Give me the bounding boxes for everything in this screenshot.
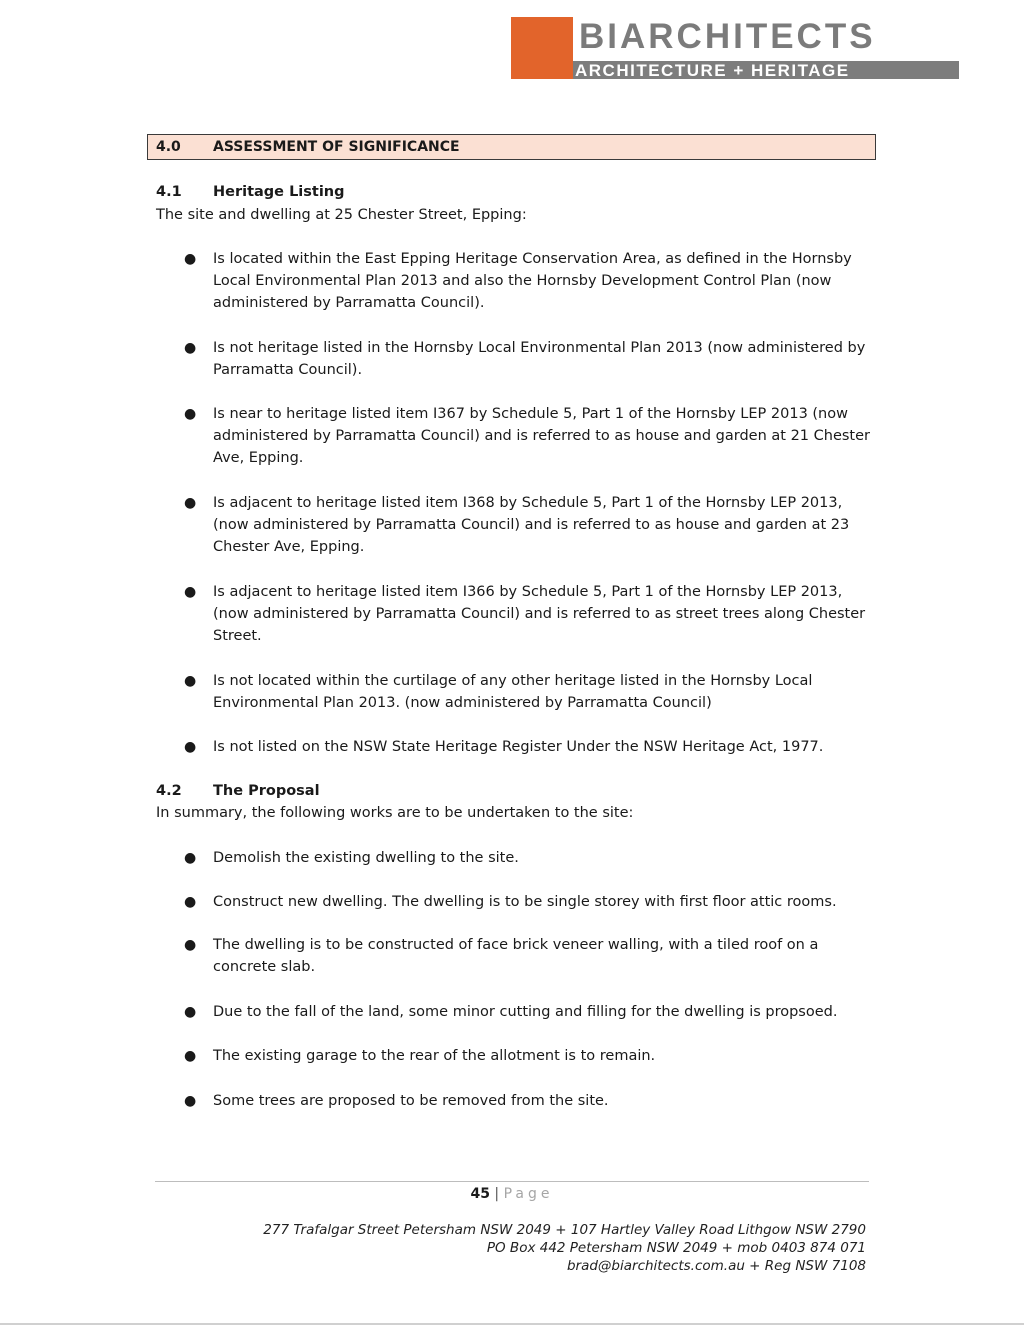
heritage-listing-intro: The site and dwelling at 25 Chester Street, Epping:: [156, 207, 527, 223]
section-number: 4.0: [156, 139, 181, 155]
list-item: [156, 337, 876, 381]
logo-orange-square: [511, 17, 573, 79]
list-item: [156, 581, 876, 648]
bullet-icon: ●: [184, 850, 197, 866]
list-item: [156, 248, 876, 315]
bullet-icon: ●: [184, 251, 197, 267]
list-item: [156, 1001, 837, 1023]
list-item-text: Is adjacent to heritage listed item I366 by Schedule 5, Part 1 of the Hornsby LEP 2013, (now administered by Parramatta Council) and is referred to as street trees along Chester Street.: [213, 584, 866, 645]
bullet-icon: ●: [184, 673, 197, 689]
section-header: [147, 134, 876, 160]
bullet-icon: ●: [184, 495, 197, 511]
list-item: [156, 847, 519, 869]
address-line-3: brad@biarchitects.com.au + Reg NSW 7108: [566, 1258, 866, 1274]
bullet-icon: ●: [184, 1093, 197, 1109]
bullet-icon: ●: [184, 937, 197, 953]
bullet-icon: ●: [184, 1048, 197, 1064]
page-number-label: Page: [503, 1186, 554, 1202]
heritage-listing-title: Heritage Listing: [213, 184, 345, 200]
logo-company-name: BIARCHITECTS: [573, 17, 959, 61]
list-item: [156, 1045, 655, 1067]
list-item-text: Is not heritage listed in the Hornsby Local Environmental Plan 2013 (now administered by Parramatta Council).: [213, 340, 866, 379]
list-item-text: Due to the fall of the land, some minor cutting and filling for the dwelling is propsoed.: [213, 1004, 838, 1020]
list-item-text: Is located within the East Epping Heritage Conservation Area, as defined in the Hornsby Local Environmental Plan 2013 and also the Hornsby Development Control Plan (now administered by Parramatta Council).: [213, 251, 852, 312]
bullet-icon: ●: [184, 739, 197, 755]
list-item: [156, 891, 837, 913]
bullet-icon: ●: [184, 894, 197, 910]
page-number: [0, 1184, 1024, 1204]
list-item-text: Is adjacent to heritage listed item I368 by Schedule 5, Part 1 of the Hornsby LEP 2013, (now administered by Parramatta Council) and is referred to as house and garden at 23 Chester Ave, Epping.: [213, 495, 850, 556]
proposal-title: The Proposal: [213, 783, 320, 799]
page-number-value: 45: [470, 1186, 490, 1202]
bullet-icon: ●: [184, 584, 197, 600]
footer-divider: [155, 1181, 869, 1182]
bullet-icon: ●: [184, 1004, 197, 1020]
section-title: ASSESSMENT OF SIGNIFICANCE: [213, 139, 460, 155]
list-item: [156, 934, 876, 978]
footer-address: [263, 1221, 866, 1275]
list-item-text: The dwelling is to be constructed of face brick veneer walling, with a tiled roof on a concrete slab.: [213, 937, 819, 976]
list-item: [156, 736, 823, 758]
list-item: [156, 492, 876, 559]
proposal-intro: In summary, the following works are to be undertaken to the site:: [156, 805, 634, 821]
bullet-icon: ●: [184, 406, 197, 422]
proposal-number: 4.2: [156, 783, 182, 799]
address-line-1: 277 Trafalgar Street Petersham NSW 2049 + 107 Hartley Valley Road Lithgow NSW 2790: [263, 1222, 866, 1238]
list-item: [156, 403, 876, 470]
list-item-text: Demolish the existing dwelling to the site.: [213, 850, 519, 866]
list-item-text: Is not located within the curtilage of any other heritage listed in the Hornsby Local Environmental Plan 2013. (now administered by Parramatta Council): [213, 673, 813, 712]
bullet-icon: ●: [184, 340, 197, 356]
logo-tagline: ARCHITECTURE + HERITAGE: [573, 61, 959, 79]
list-item: [156, 1090, 609, 1112]
list-item-text: Is near to heritage listed item I367 by Schedule 5, Part 1 of the Hornsby LEP 2013 (now administered by Parramatta Council) and is referred to as house and garden at 21 Chester Ave, Epping.: [213, 406, 870, 467]
list-item-text: Is not listed on the NSW State Heritage Register Under the NSW Heritage Act, 1977.: [213, 739, 824, 755]
list-item-text: Some trees are proposed to be removed from the site.: [213, 1093, 609, 1109]
address-line-2: PO Box 442 Petersham NSW 2049 + mob 0403 874 071: [486, 1240, 866, 1256]
company-logo: [511, 17, 959, 80]
list-item: [156, 670, 876, 714]
list-item-text: Construct new dwelling. The dwelling is to be single storey with first floor attic rooms.: [213, 894, 837, 910]
list-item-text: The existing garage to the rear of the allotment is to remain.: [213, 1048, 656, 1064]
heritage-listing-number: 4.1: [156, 184, 182, 200]
page-number-separator: |: [494, 1186, 500, 1202]
